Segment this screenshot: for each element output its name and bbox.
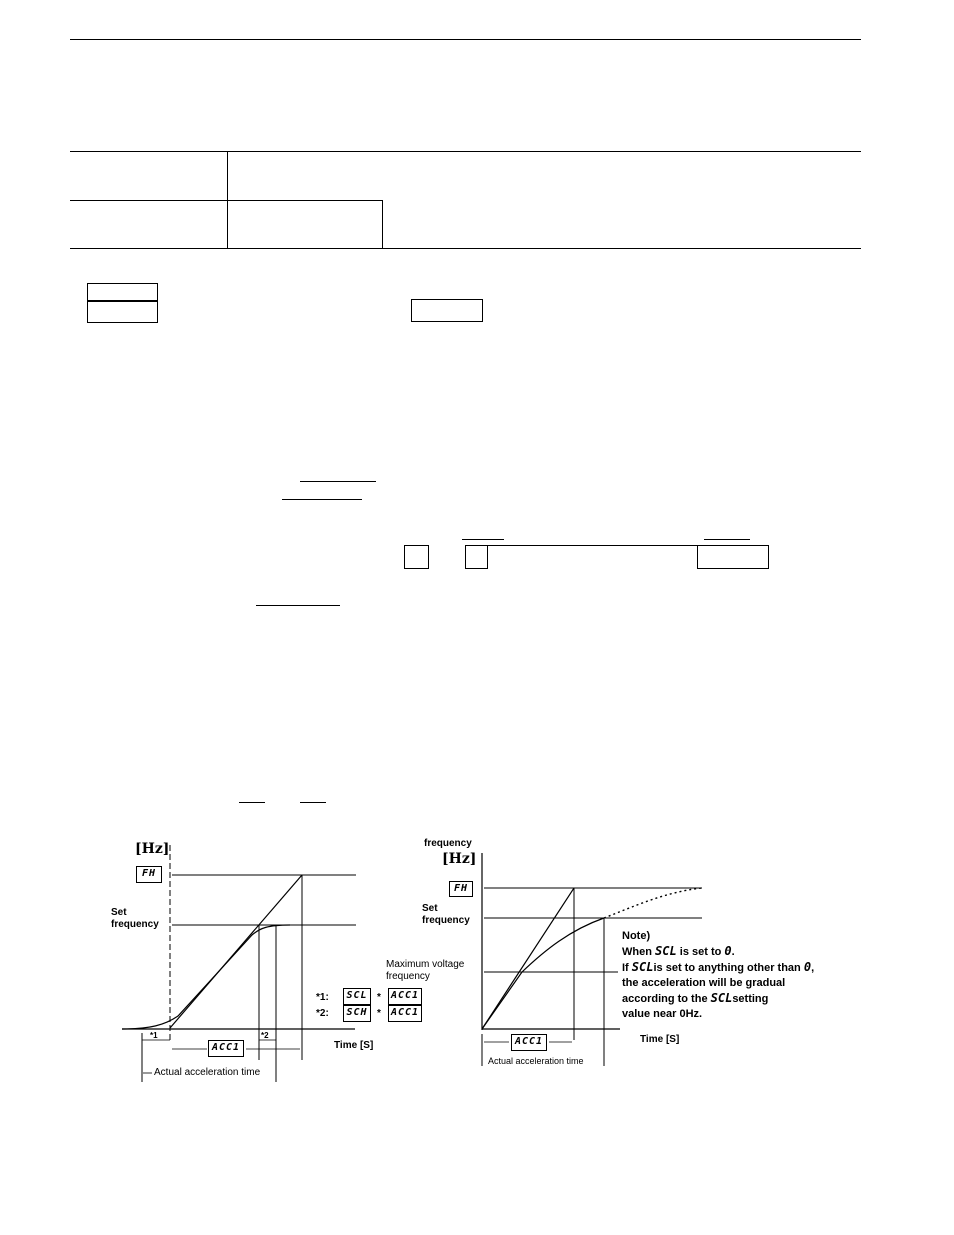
note-line-3: the acceleration will be gradual (622, 977, 786, 989)
actual-acceleration-label: Actual acceleration time (154, 1067, 261, 1078)
unit-label: [Hz] (442, 851, 477, 867)
max-voltage-frequency-label: Maximum voltage frequency (386, 959, 465, 982)
note-line-5: value near 0Hz. (622, 1008, 703, 1020)
scl-note (622, 929, 814, 1022)
note-2-operator: * (377, 1008, 381, 1019)
note-line-1: When SCL is set to 0. (622, 944, 735, 958)
acc1-code-box: ACC1 (388, 988, 422, 1005)
fh-code-box: FH (136, 866, 162, 883)
note-line-2: If SCLis set to anything other than 0, (622, 960, 815, 974)
set-frequency-label: Set frequency (111, 907, 159, 930)
scl-code-box: SCL (343, 988, 371, 1005)
note-title: Note) (622, 930, 651, 942)
acc1-code-box: ACC1 (511, 1034, 547, 1051)
note-2-prefix: *2: (316, 1008, 329, 1019)
set-frequency-label: Set frequency (422, 903, 470, 926)
time-axis-label: Time [S] (334, 1040, 374, 1051)
note-line-4: according to the SCLsetting (622, 991, 769, 1005)
unit-label: [Hz] (135, 841, 170, 857)
time-axis-label: Time [S] (640, 1034, 680, 1045)
actual-acceleration-label: Actual acceleration time (488, 1056, 584, 1066)
frequency-axis-label: frequency (424, 838, 472, 849)
acc1-code-box: ACC1 (208, 1040, 244, 1057)
sch-code-box: SCH (343, 1005, 371, 1022)
mark-1-label: *1 (150, 1031, 158, 1040)
mark-2-label: *2 (261, 1031, 269, 1040)
fh-code-box: FH (449, 881, 473, 897)
note-1-operator: * (377, 992, 381, 1003)
note-1-prefix: *1: (316, 992, 329, 1003)
acc1-code-box: ACC1 (388, 1005, 422, 1022)
